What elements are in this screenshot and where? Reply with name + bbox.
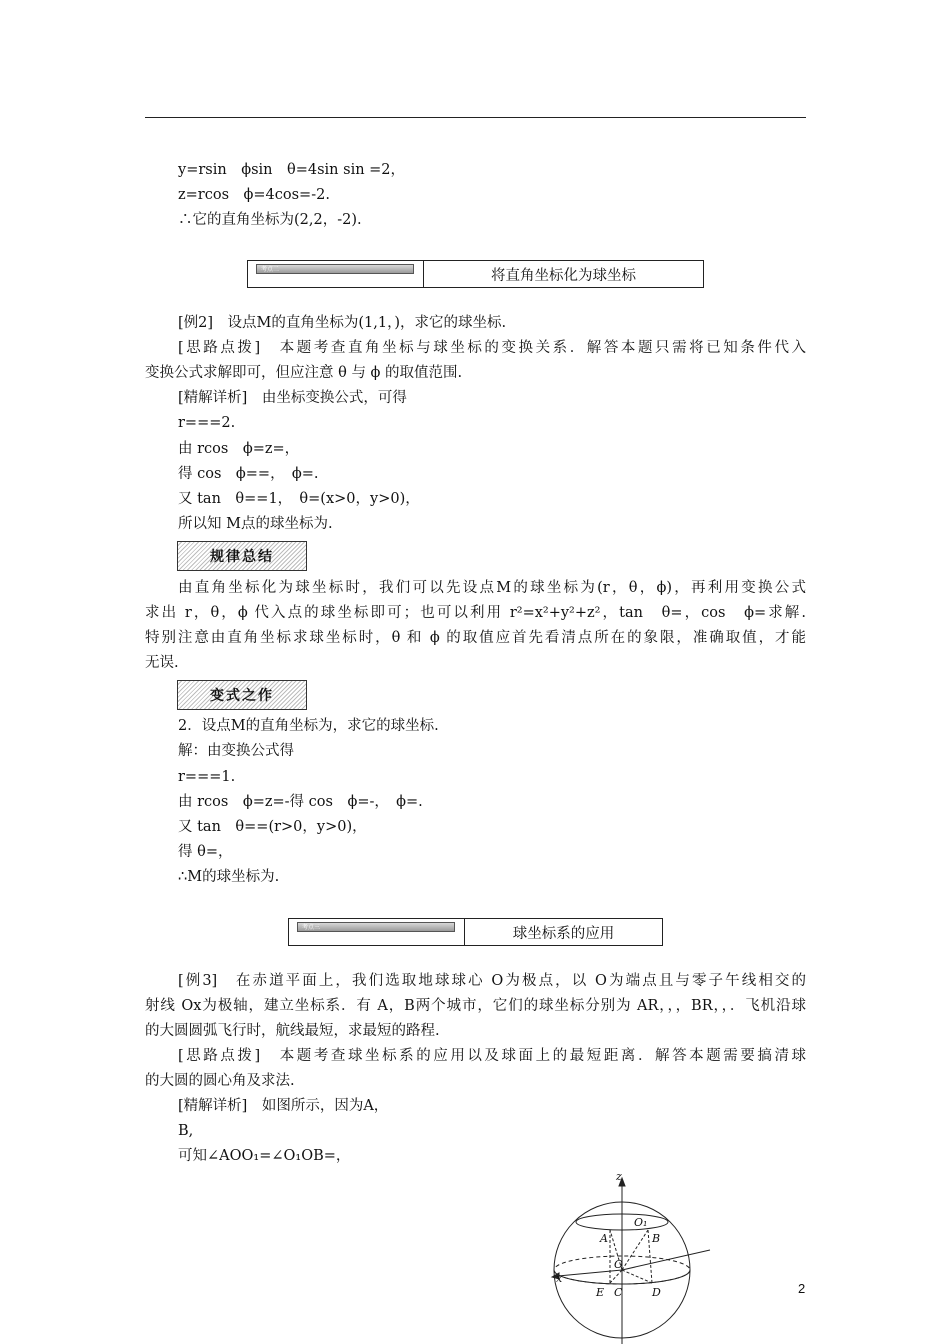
radius-od xyxy=(622,1270,652,1283)
text-line: 得 cos ϕ==， ϕ=. xyxy=(178,466,319,482)
text-line: 得 θ=， xyxy=(178,844,233,860)
text-line: 特别注意由直角坐标求球坐标时，θ 和 ϕ 的取值应首先看清点所在的象限，准确取值，才能 xyxy=(145,630,806,646)
ray-line xyxy=(622,1250,710,1270)
label-c: C xyxy=(614,1286,623,1299)
text-line: 可知∠AOO₁=∠O₁OB=， xyxy=(178,1148,351,1164)
label-z: z xyxy=(616,1170,622,1183)
section-header-3 xyxy=(288,918,663,946)
text-line: [精解详析] 如图所示，因为A， xyxy=(178,1098,389,1114)
label-a: A xyxy=(600,1232,608,1245)
label-o1: O₁ xyxy=(634,1216,648,1229)
label-o: O xyxy=(614,1258,624,1271)
text-line: 由直角坐标化为球坐标时，我们可以先设点M的球坐标为(r，θ，ϕ)，再利用变换公式 xyxy=(178,580,806,596)
section-title: 将直角坐标化为球坐标 xyxy=(491,268,636,284)
text-line: 的大圆圆弧飞行时，航线最短，求最短的路程. xyxy=(145,1023,440,1039)
text-line: z=rcos ϕ=4cos=-2. xyxy=(178,187,330,203)
rule-summary-badge: 规律总结 xyxy=(177,541,307,571)
page-number: 2 xyxy=(798,1281,806,1296)
text-line: 求出 r，θ，ϕ 代入点的球坐标即可；也可以利用 r²=x²+y²+z²，tan θ=，cos ϕ=求解. xyxy=(145,605,806,621)
label-d: D xyxy=(652,1286,661,1299)
text-line: 变换公式求解即可，但应注意 θ 与 ϕ 的取值范围. xyxy=(145,365,463,381)
section-title: 球坐标系的应用 xyxy=(512,926,615,942)
label-e: E xyxy=(596,1286,605,1299)
text-line: 又 tan θ==1， θ=(x>0，y>0)， xyxy=(178,491,420,507)
section-header-2 xyxy=(247,260,704,288)
text-line: r===2. xyxy=(178,415,236,431)
text-line: 由 rcos ϕ=z=-得 cos ϕ=-， ϕ=. xyxy=(178,794,423,810)
text-line: 的大圆的圆心角及求法. xyxy=(145,1073,295,1089)
label-b: B xyxy=(652,1232,661,1245)
text-line: y=rsin ϕsin θ=4sin sin =2， xyxy=(178,162,406,178)
text-line: r===1. xyxy=(178,769,236,785)
text-line: [思路点拨] 本题考查直角坐标与球坐标的变换关系．解答本题只需将已知条件代入 xyxy=(178,340,806,356)
text-line: 解：由变换公式得 xyxy=(178,743,294,759)
text-line: 无误. xyxy=(145,655,179,671)
section-tag: 考点二 xyxy=(256,264,414,274)
section-tag: 考点三 xyxy=(297,922,455,932)
header-rule xyxy=(145,117,806,118)
text-line: ∴它的直角坐标为(2,2，-2). xyxy=(178,212,362,228)
sphere-figure xyxy=(540,1170,720,1344)
variant-badge: 变式之作 xyxy=(177,680,307,710)
text-line: 由 rcos ϕ=z=， xyxy=(178,441,300,457)
label-x: x xyxy=(556,1272,563,1285)
text-line: [精解详析] 由坐标变换公式，可得 xyxy=(178,390,407,406)
example-2-title: [例2] 设点M的直角坐标为(1,1，)，求它的球坐标. xyxy=(178,315,507,331)
text-line: 所以知 M点的球坐标为. xyxy=(178,516,333,532)
text-line: 2．设点M的直角坐标为，求它的球坐标. xyxy=(178,718,439,734)
text-line: 又 tan θ==(r>0，y>0)， xyxy=(178,819,367,835)
example-3-title: [例3] 在赤道平面上，我们选取地球球心 O为极点，以 O为端点且与零子午线相交的 xyxy=(178,973,806,989)
text-line: 射线 Ox为极轴，建立坐标系．有 A，B两个城市，它们的球坐标分别为 AR，，，BR，，．飞机沿球 xyxy=(145,998,806,1014)
x-axis xyxy=(558,1270,622,1276)
text-line: [思路点拨] 本题考查球坐标系的应用以及球面上的最短距离．解答本题需要搞清球 xyxy=(178,1048,806,1064)
radius-oe xyxy=(610,1270,622,1283)
radius-ob xyxy=(622,1230,648,1270)
text-line: ∴M的球坐标为. xyxy=(178,869,280,885)
text-line: B, xyxy=(178,1123,194,1139)
